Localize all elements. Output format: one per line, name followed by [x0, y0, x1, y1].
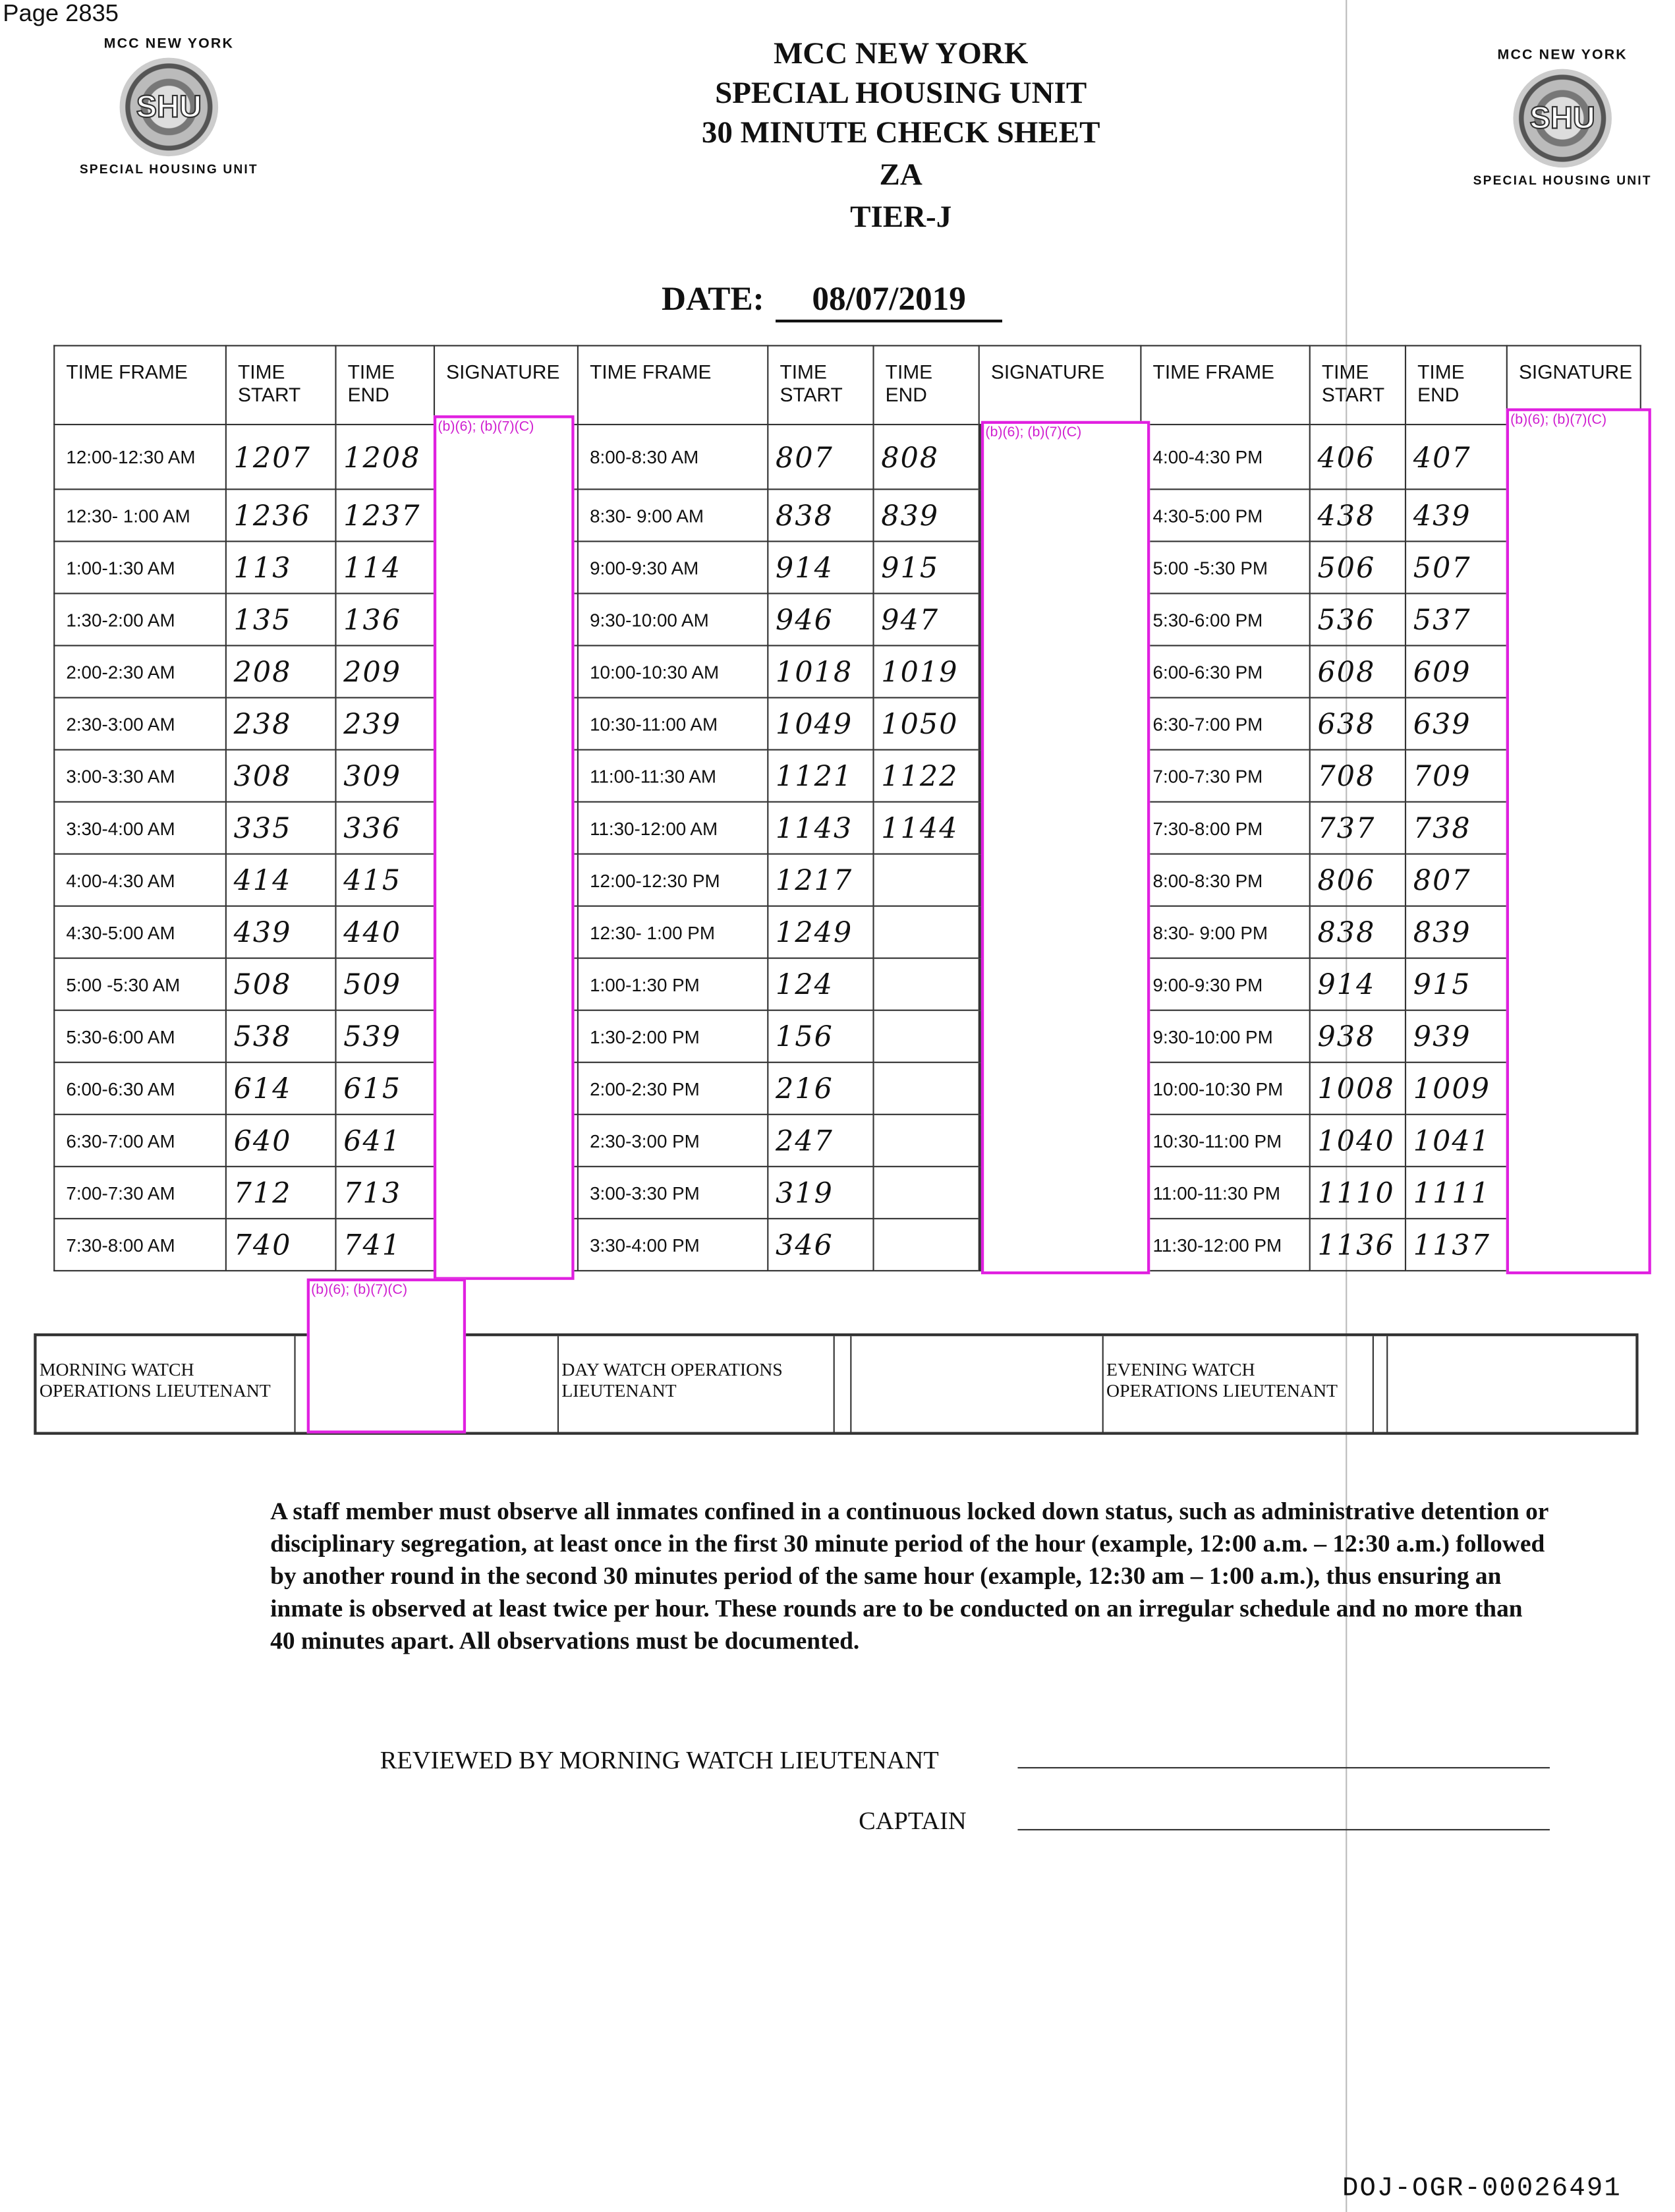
column-header-time-frame: TIME FRAME — [578, 345, 768, 424]
time-end-cell: 915 — [1405, 958, 1507, 1010]
time-end-cell: 808 — [874, 424, 979, 489]
column-header-signature: SIGNATURE — [1507, 345, 1641, 424]
time-frame-cell: 11:30-12:00 AM — [578, 802, 768, 854]
time-start-cell: 538 — [226, 1010, 336, 1062]
title-line: TIER-J — [850, 198, 952, 234]
seal-icon: SHU — [120, 58, 219, 157]
time-end-cell — [874, 958, 979, 1010]
time-frame-cell: 2:00-2:30 AM — [54, 645, 226, 697]
time-frame-cell: 6:00-6:30 AM — [54, 1062, 226, 1115]
column-header-signature: SIGNATURE — [434, 345, 578, 424]
time-start-cell: 1249 — [768, 906, 873, 958]
time-end-cell: 415 — [335, 854, 434, 906]
rules-paragraph: A staff member must observe all inmates confined in a continuous locked down status, such as administrative detention or disciplinary segregation, at least once in the first 30 minute period of the hour (example, 12:00 a.m. – 12:30 a.m.) followed by another round in the second 30 minutes period of the same hour (example, 12:30 am – 1:00 a.m.), thus ensuring an inmate is observed at least twice per hour. These rounds are to be conducted on an irregular schedule and no more than 40 minutes apart. All observations must be documented. — [270, 1496, 1548, 1655]
time-frame-cell: 12:00-12:30 PM — [578, 854, 768, 906]
time-start-cell: 1018 — [768, 645, 873, 697]
time-frame-cell: 10:30-11:00 PM — [1141, 1115, 1309, 1167]
logo-bottom-text: SPECIAL HOUSING UNIT — [1473, 173, 1652, 188]
time-end-cell: 1009 — [1405, 1062, 1507, 1115]
time-end-cell: 239 — [335, 697, 434, 749]
time-end-cell: 1019 — [874, 645, 979, 697]
time-frame-cell: 3:30-4:00 AM — [54, 802, 226, 854]
time-frame-cell: 9:30-10:00 PM — [1141, 1010, 1309, 1062]
table-row — [54, 489, 1640, 541]
time-end-cell: 1111 — [1405, 1167, 1507, 1219]
time-frame-cell: 3:30-4:00 PM — [578, 1219, 768, 1271]
time-start-cell: 536 — [1310, 593, 1405, 645]
redaction-label: (b)(6); (b)(7)(C) — [438, 419, 534, 436]
table-row — [54, 1219, 1640, 1271]
time-frame-cell: 11:30-12:00 PM — [1141, 1219, 1309, 1271]
column-header-time-start: TIME START — [226, 345, 336, 424]
time-start-cell: 319 — [768, 1167, 873, 1219]
time-frame-cell: 7:00-7:30 AM — [54, 1167, 226, 1219]
table-row — [54, 854, 1640, 906]
time-start-cell: 1217 — [768, 854, 873, 906]
time-start-cell: 1008 — [1310, 1062, 1405, 1115]
date-label: DATE: — [662, 281, 764, 318]
seal-icon: SHU — [1513, 69, 1612, 168]
redaction-box — [307, 1279, 466, 1434]
time-end-cell: 539 — [335, 1010, 434, 1062]
time-frame-cell: 5:30-6:00 PM — [1141, 593, 1309, 645]
column-header-time-frame: TIME FRAME — [54, 345, 226, 424]
time-frame-cell: 6:30-7:00 PM — [1141, 697, 1309, 749]
time-end-cell: 641 — [335, 1115, 434, 1167]
morning-watch-label: MORNING WATCH OPERATIONS LIEUTENANT — [37, 1336, 296, 1432]
time-end-cell: 537 — [1405, 593, 1507, 645]
time-frame-cell: 2:30-3:00 PM — [578, 1115, 768, 1167]
time-end-cell: 1122 — [874, 750, 979, 802]
column-header-signature: SIGNATURE — [979, 345, 1141, 424]
time-end-cell: 407 — [1405, 424, 1507, 489]
title-line: MCC NEW YORK — [773, 35, 1029, 71]
time-end-cell: 609 — [1405, 645, 1507, 697]
redaction-box — [981, 421, 1150, 1275]
time-end-cell: 439 — [1405, 489, 1507, 541]
time-frame-cell: 5:00 -5:30 AM — [54, 958, 226, 1010]
time-start-cell: 208 — [226, 645, 336, 697]
time-frame-cell: 2:00-2:30 PM — [578, 1062, 768, 1115]
time-end-cell: 1237 — [335, 489, 434, 541]
time-start-cell: 1040 — [1310, 1115, 1405, 1167]
time-start-cell: 1110 — [1310, 1167, 1405, 1219]
time-start-cell: 737 — [1310, 802, 1405, 854]
time-end-cell: 741 — [335, 1219, 434, 1271]
day-signature-cell — [851, 1336, 1103, 1432]
time-frame-cell: 10:00-10:30 AM — [578, 645, 768, 697]
column-header-time-start: TIME START — [768, 345, 873, 424]
table-row — [54, 541, 1640, 593]
time-start-cell: 1207 — [226, 424, 336, 489]
time-start-cell: 1143 — [768, 802, 873, 854]
time-frame-cell: 8:00-8:30 AM — [578, 424, 768, 489]
time-end-cell — [874, 854, 979, 906]
time-start-cell: 308 — [226, 750, 336, 802]
title-line: ZA — [879, 156, 923, 192]
time-end-cell: 1208 — [335, 424, 434, 489]
reviewed-signature-line — [1017, 1767, 1549, 1768]
table-row — [54, 424, 1640, 489]
time-start-cell: 335 — [226, 802, 336, 854]
time-frame-cell: 7:30-8:00 AM — [54, 1219, 226, 1271]
time-frame-cell: 6:00-6:30 PM — [1141, 645, 1309, 697]
time-end-cell — [874, 906, 979, 958]
column-header-time-end: TIME END — [1405, 345, 1507, 424]
time-start-cell: 156 — [768, 1010, 873, 1062]
redaction-label: (b)(6); (b)(7)(C) — [1510, 412, 1607, 428]
time-end-cell: 709 — [1405, 750, 1507, 802]
redaction-box — [1506, 408, 1651, 1274]
time-end-cell: 336 — [335, 802, 434, 854]
time-frame-cell: 7:30-8:00 PM — [1141, 802, 1309, 854]
time-start-cell: 838 — [1310, 906, 1405, 958]
time-end-cell — [874, 1010, 979, 1062]
time-frame-cell: 4:30-5:00 PM — [1141, 489, 1309, 541]
time-start-cell: 216 — [768, 1062, 873, 1115]
redaction-box — [434, 415, 575, 1280]
time-end-cell: 738 — [1405, 802, 1507, 854]
table-row — [54, 802, 1640, 854]
time-frame-cell: 11:00-11:30 AM — [578, 750, 768, 802]
time-start-cell: 608 — [1310, 645, 1405, 697]
captain-label: CAPTAIN — [859, 1806, 967, 1835]
time-start-cell: 946 — [768, 593, 873, 645]
time-frame-cell: 4:00-4:30 AM — [54, 854, 226, 906]
cell — [835, 1336, 852, 1432]
table-row — [54, 1062, 1640, 1115]
table-row — [54, 645, 1640, 697]
time-frame-cell: 10:00-10:30 PM — [1141, 1062, 1309, 1115]
column-header-time-frame: TIME FRAME — [1141, 345, 1309, 424]
column-header-time-start: TIME START — [1310, 345, 1405, 424]
time-start-cell: 938 — [1310, 1010, 1405, 1062]
time-start-cell: 124 — [768, 958, 873, 1010]
time-start-cell: 135 — [226, 593, 336, 645]
column-header-time-end: TIME END — [335, 345, 434, 424]
time-start-cell: 807 — [768, 424, 873, 489]
time-end-cell: 209 — [335, 645, 434, 697]
title-line: SPECIAL HOUSING UNIT — [715, 74, 1087, 110]
time-start-cell: 406 — [1310, 424, 1405, 489]
time-frame-cell: 11:00-11:30 PM — [1141, 1167, 1309, 1219]
time-end-cell: 713 — [335, 1167, 434, 1219]
time-start-cell: 712 — [226, 1167, 336, 1219]
time-start-cell: 914 — [768, 541, 873, 593]
time-frame-cell: 9:00-9:30 PM — [1141, 958, 1309, 1010]
time-end-cell: 807 — [1405, 854, 1507, 906]
time-start-cell: 1121 — [768, 750, 873, 802]
column-header-time-end: TIME END — [874, 345, 979, 424]
time-frame-cell: 8:30- 9:00 PM — [1141, 906, 1309, 958]
time-frame-cell: 1:30-2:00 PM — [578, 1010, 768, 1062]
time-frame-cell: 4:30-5:00 AM — [54, 906, 226, 958]
time-start-cell: 708 — [1310, 750, 1405, 802]
day-watch-label: DAY WATCH OPERATIONS LIEUTENANT — [559, 1336, 835, 1432]
table-row — [54, 593, 1640, 645]
time-end-cell: 1041 — [1405, 1115, 1507, 1167]
table-row — [54, 697, 1640, 749]
shu-logo-left — [71, 37, 268, 176]
time-end-cell: 440 — [335, 906, 434, 958]
time-start-cell: 506 — [1310, 541, 1405, 593]
time-frame-cell: 9:30-10:00 AM — [578, 593, 768, 645]
time-end-cell: 947 — [874, 593, 979, 645]
time-start-cell: 838 — [768, 489, 873, 541]
time-end-cell: 1144 — [874, 802, 979, 854]
time-start-cell: 640 — [226, 1115, 336, 1167]
time-end-cell: 915 — [874, 541, 979, 593]
time-frame-cell: 8:00-8:30 PM — [1141, 854, 1309, 906]
time-frame-cell: 10:30-11:00 AM — [578, 697, 768, 749]
time-frame-cell: 12:30- 1:00 PM — [578, 906, 768, 958]
time-end-cell: 509 — [335, 958, 434, 1010]
time-end-cell: 309 — [335, 750, 434, 802]
time-frame-cell: 8:30- 9:00 AM — [578, 489, 768, 541]
time-frame-cell: 12:00-12:30 AM — [54, 424, 226, 489]
time-end-cell: 939 — [1405, 1010, 1507, 1062]
time-frame-cell: 4:00-4:30 PM — [1141, 424, 1309, 489]
time-start-cell: 438 — [1310, 489, 1405, 541]
captain-signature-line — [1017, 1829, 1549, 1830]
time-start-cell: 238 — [226, 697, 336, 749]
time-start-cell: 914 — [1310, 958, 1405, 1010]
table-row — [54, 1115, 1640, 1167]
time-end-cell: 136 — [335, 593, 434, 645]
time-frame-cell: 5:30-6:00 AM — [54, 1010, 226, 1062]
time-frame-cell: 1:30-2:00 AM — [54, 593, 226, 645]
title-line: 30 MINUTE CHECK SHEET — [701, 114, 1100, 150]
cell — [1374, 1336, 1388, 1432]
time-end-cell: 507 — [1405, 541, 1507, 593]
table-row — [54, 750, 1640, 802]
time-start-cell: 614 — [226, 1062, 336, 1115]
time-start-cell: 1136 — [1310, 1219, 1405, 1271]
time-start-cell: 508 — [226, 958, 336, 1010]
time-start-cell: 439 — [226, 906, 336, 958]
check-table — [53, 345, 1641, 1271]
time-start-cell: 1236 — [226, 489, 336, 541]
table-row — [54, 958, 1640, 1010]
evening-watch-label: EVENING WATCH OPERATIONS LIEUTENANT — [1104, 1336, 1374, 1432]
date-value: 08/07/2019 — [776, 281, 1003, 322]
time-start-cell: 414 — [226, 854, 336, 906]
time-end-cell: 839 — [1405, 906, 1507, 958]
sheet-title — [556, 34, 1246, 237]
evening-signature-cell — [1388, 1336, 1635, 1432]
time-end-cell: 639 — [1405, 697, 1507, 749]
table-row — [54, 906, 1640, 958]
time-end-cell — [874, 1167, 979, 1219]
logo-top-text: MCC NEW YORK — [103, 36, 235, 53]
watch-lieutenant-table — [34, 1333, 1638, 1435]
redaction-label: (b)(6); (b)(7)(C) — [985, 425, 1082, 441]
time-end-cell: 615 — [335, 1062, 434, 1115]
time-frame-cell: 3:00-3:30 PM — [578, 1167, 768, 1219]
time-start-cell: 638 — [1310, 697, 1405, 749]
logo-bottom-text: SPECIAL HOUSING UNIT — [79, 161, 258, 177]
time-frame-cell: 6:30-7:00 AM — [54, 1115, 226, 1167]
shu-logo-right — [1464, 48, 1661, 187]
time-frame-cell: 1:00-1:30 AM — [54, 541, 226, 593]
page-number: Page 2835 — [3, 0, 119, 27]
time-end-cell: 839 — [874, 489, 979, 541]
redaction-label: (b)(6); (b)(7)(C) — [311, 1283, 408, 1298]
time-end-cell: 1050 — [874, 697, 979, 749]
time-frame-cell: 1:00-1:30 PM — [578, 958, 768, 1010]
time-end-cell — [874, 1219, 979, 1271]
time-start-cell: 1049 — [768, 697, 873, 749]
reviewed-label: REVIEWED BY MORNING WATCH LIEUTENANT — [380, 1745, 939, 1774]
time-start-cell: 740 — [226, 1219, 336, 1271]
bates-number: DOJ-OGR-00026491 — [1342, 2172, 1622, 2204]
logo-top-text: MCC NEW YORK — [1497, 47, 1628, 64]
time-start-cell: 346 — [768, 1219, 873, 1271]
time-frame-cell: 12:30- 1:00 AM — [54, 489, 226, 541]
time-start-cell: 247 — [768, 1115, 873, 1167]
time-start-cell: 806 — [1310, 854, 1405, 906]
table-row — [54, 1167, 1640, 1219]
time-start-cell: 113 — [226, 541, 336, 593]
time-end-cell — [874, 1115, 979, 1167]
time-frame-cell: 5:00 -5:30 PM — [1141, 541, 1309, 593]
time-frame-cell: 7:00-7:30 PM — [1141, 750, 1309, 802]
date-field — [662, 281, 1002, 322]
time-end-cell: 1137 — [1405, 1219, 1507, 1271]
time-frame-cell: 3:00-3:30 AM — [54, 750, 226, 802]
table-row — [54, 1010, 1640, 1062]
time-frame-cell: 2:30-3:00 AM — [54, 697, 226, 749]
time-end-cell — [874, 1062, 979, 1115]
time-end-cell: 114 — [335, 541, 434, 593]
time-frame-cell: 9:00-9:30 AM — [578, 541, 768, 593]
